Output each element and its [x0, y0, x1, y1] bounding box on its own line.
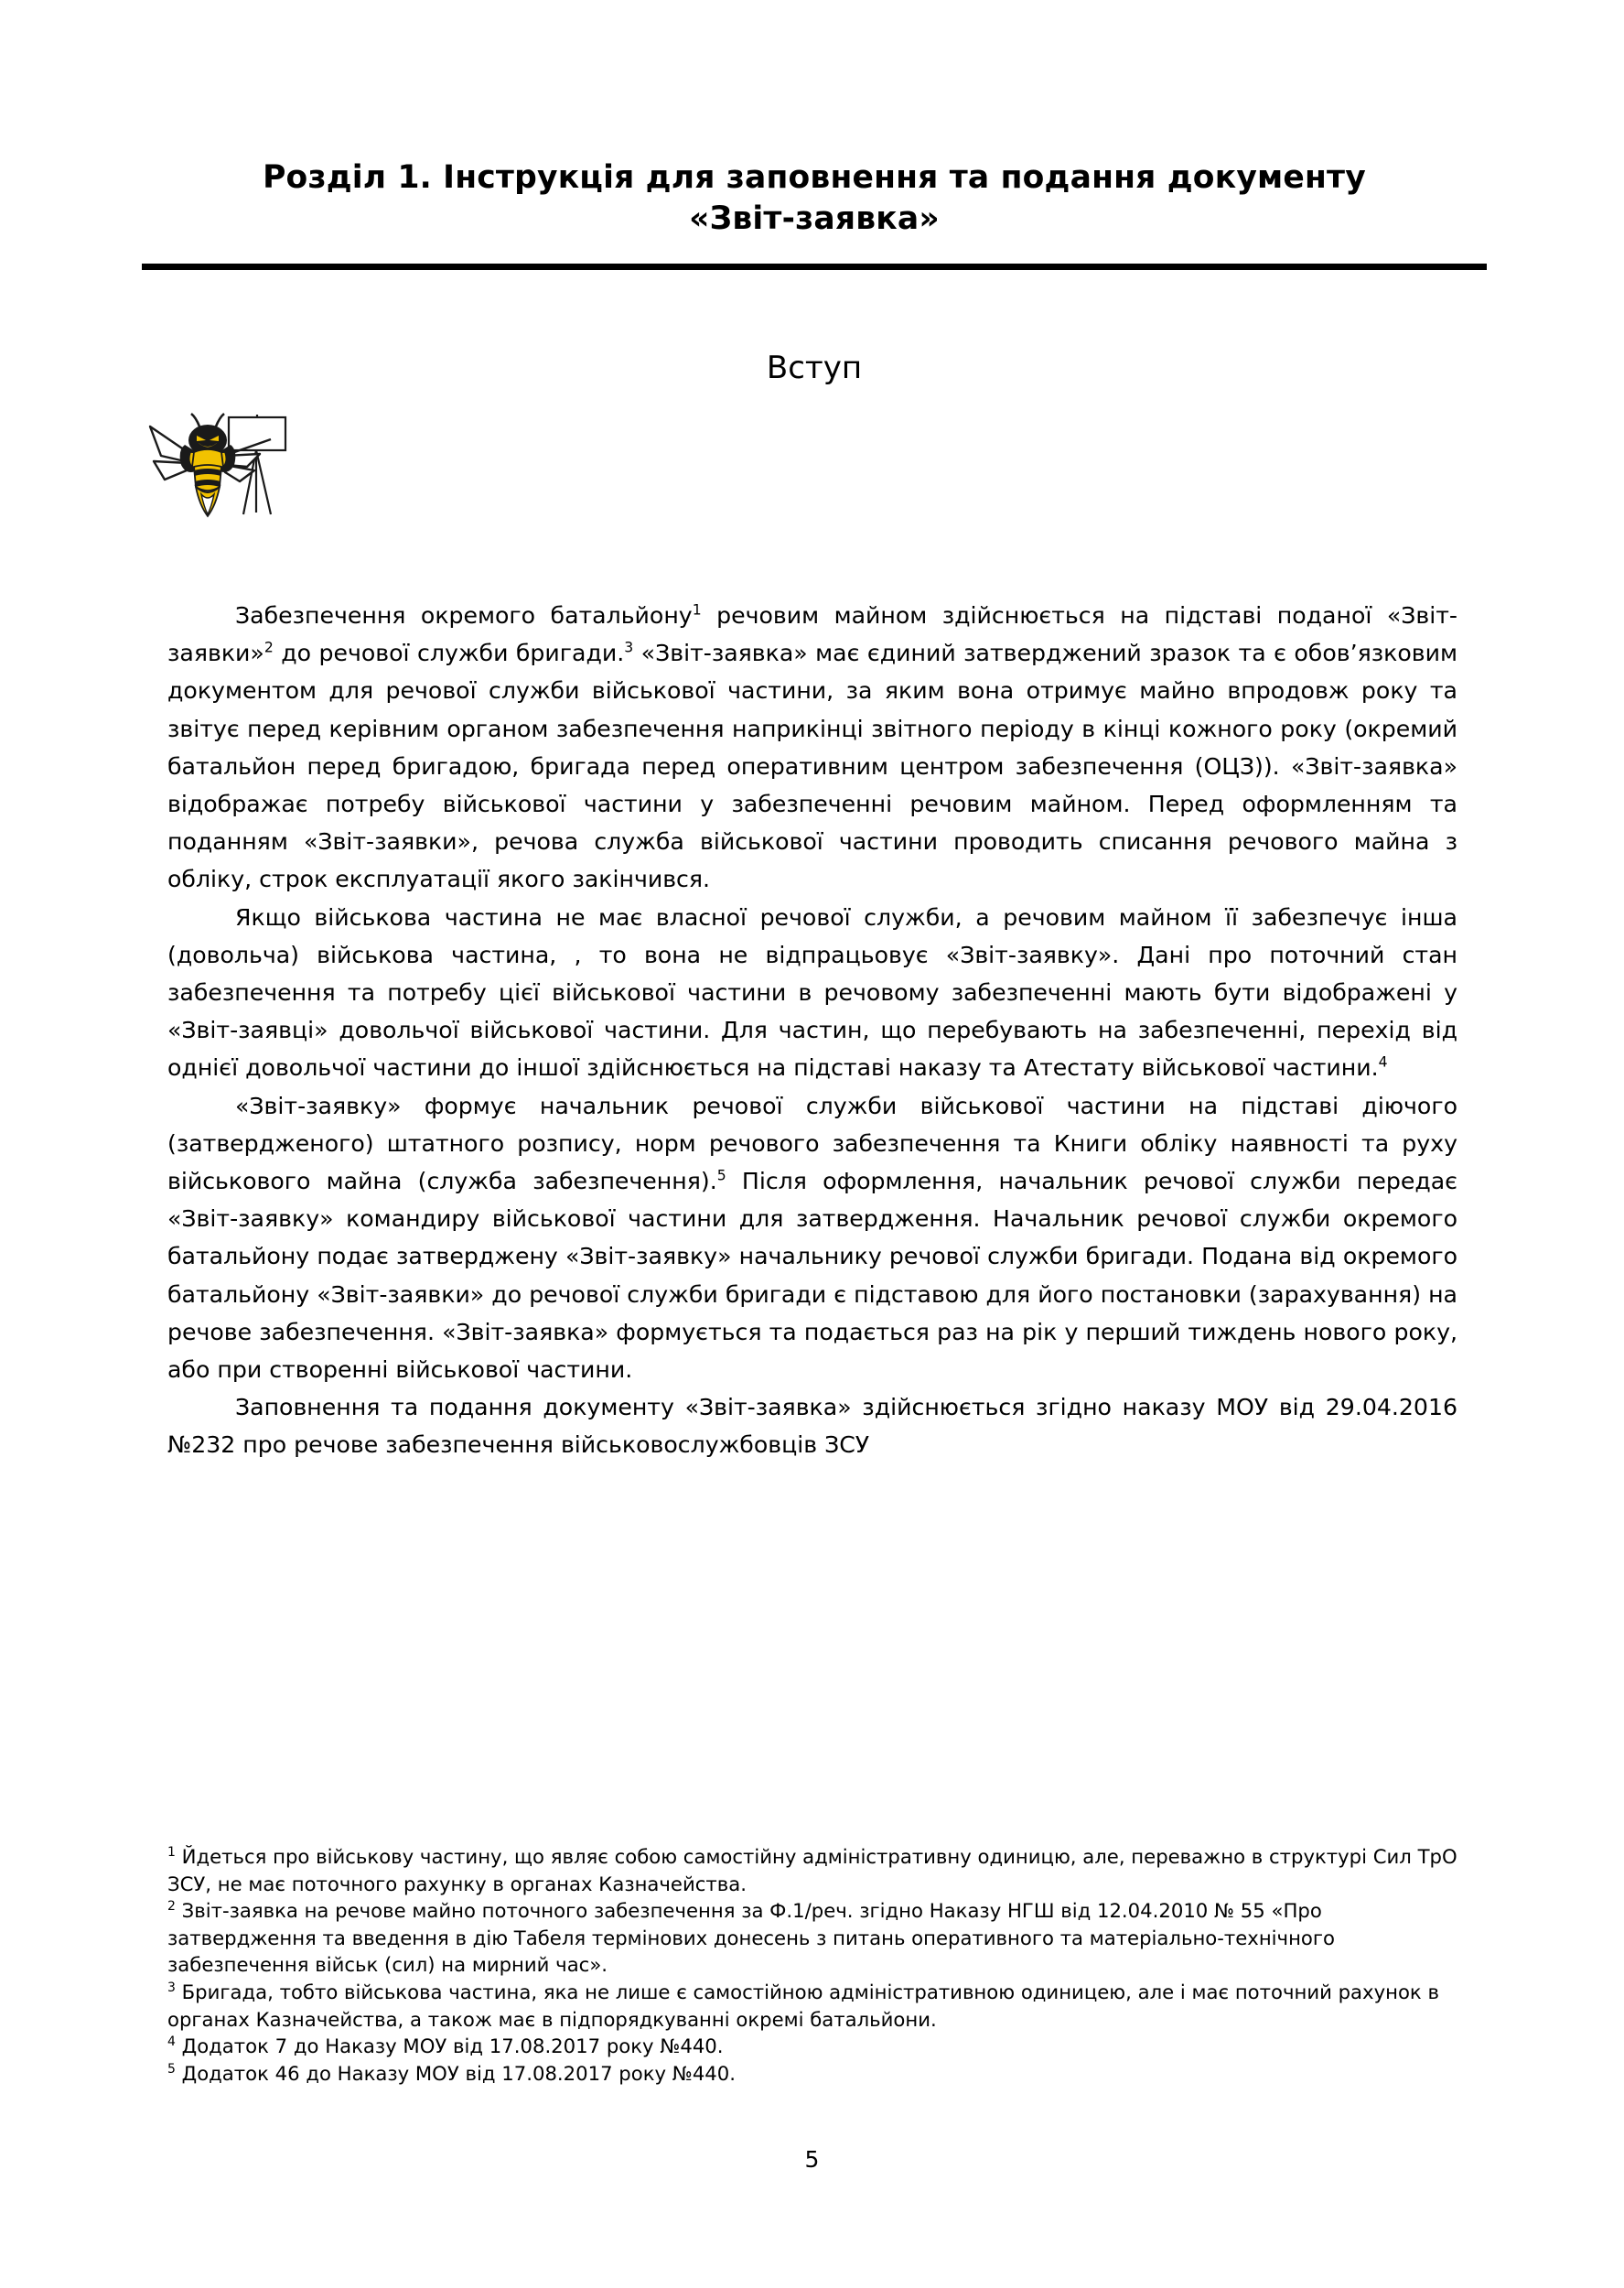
chapter-title-line-2: «Звіт-заявка»	[689, 200, 940, 237]
footnotes-block	[167, 1843, 1457, 2087]
footnote-ref-5: 5	[716, 1167, 726, 1184]
paragraph-3: «Звіт-заявку» формує начальник речової служби військової частини на підставі діючого (затвердженого) штатного розпису, норм речового забезпечення та Книги обліку наявності та руху військового майна (служба забезпечення).$^5$ Після оформлення, начальник речової служби передає «Звіт-заявку» командиру військової частини для затвердження. Начальник речової служби окремого батальйону подає затверджену «Звіт-заявку» начальнику речової служби бригади. Подана від окремого батальйону «Звіт-заявки» до речової служби бригади є підставою для його постановки (зарахування) на речове забезпечення. «Звіт-заявка» формується та подається раз на рік у перший тиждень нового року, або при створенні військової частини.	[167, 1092, 1457, 1384]
footnote-ref-4: 4	[167, 2034, 176, 2050]
footnote-1: $^1$ Йдеться про військову частину, що являє собою самостійну адміністративну одиницю, але, переважно в структурі Сил ТрО ЗСУ, не має поточного рахунку в органах Казначейства.	[167, 1844, 1457, 1895]
footnote-ref-4: 4	[1378, 1054, 1388, 1072]
page-number: 5	[804, 2146, 820, 2173]
footnote-2: $^2$ Звіт-заявка на речове майно поточного забезпечення за Ф.1/реч. згідно Наказу НГШ від 12.04.2010 № 55 «Про затвердження та введення в дію Табеля термінових донесень з питань оперативного та матеріально-технічного забезпечення військ (сил) на мирний час».	[167, 1899, 1335, 1977]
title-horizontal-rule	[142, 264, 1487, 270]
paragraph-4: Заповнення та подання документу «Звіт-заявка» здійснюється згідно наказу МОУ від 29.04.2016 №232 про речове забезпечення військовослужбовців ЗСУ	[167, 1394, 1457, 1459]
footnote-ref-2: 2	[263, 639, 274, 656]
section-heading-intro: Вступ	[766, 350, 863, 386]
paragraph-2: Якщо військова частина не має власної речової служби, а речовим майном її забезпечує інша (довольча) військова частина, , то вона не відпрацьовує «Звіт-заявку». Дані про поточний стан забезпечення та потребу цієї військової частини в речовому забезпеченні мають бути відображені у «Звіт-заявці» довольчої військової частини. Для частин, що перебувають на забезпеченні, перехід від однієї довольчої частини до іншої здійснюється на підставі наказу та Атестату військової частини.$^4$	[167, 903, 1457, 1082]
page-title	[142, 157, 1487, 240]
footnote-ref-1: 1	[167, 1844, 176, 1860]
footnote-3: $^3$ Бригада, тобто військова частина, яка не лише є самостійною адміністративною одиницею, але і має поточний рахунок в органах Казначейства, а також має в підпорядкуванні окремі батальйони.	[167, 1980, 1439, 2031]
footnote-4: $^4$ Додаток 7 до Наказу МОУ від 17.08.2017 року №440.	[167, 2034, 724, 2058]
footnote-ref-3: 3	[624, 639, 634, 656]
bee-mascot-icon	[134, 410, 295, 520]
footnote-ref-3: 3	[167, 1980, 176, 1995]
footnote-5: $^5$ Додаток 46 до Наказу МОУ від 17.08.2017 року №440.	[167, 2061, 737, 2085]
body-text	[167, 597, 1457, 1464]
chapter-title-line-1: Розділ 1. Інструкція для заповнення та подання документу	[263, 159, 1366, 196]
footnote-ref-1: 1	[692, 601, 702, 619]
paragraph-1: Забезпечення окремого батальйону$^1$ речовим майном здійснюється на підставі поданої «Звіт-заявки»$^2$ до речової служби бригади.$^3$ «Звіт-заявка» має єдиний затверджений зразок та є обов’язковим документом для речової служби військової частини, за яким вона отримує майно впродовж року та звітує перед керівним органом забезпечення наприкінці звітного періоду в кінці кожного року (окремий батальйон перед бригадою, бригада перед оперативним центром забезпечення (ОЦЗ)). «Звіт-заявка» відображає потребу військової частини у забезпеченні речовим майном. Перед оформленням та поданням «Звіт-заявки», речова служба військової частини проводить списання речового майна з обліку, строк експлуатації якого закінчився.	[167, 601, 1458, 893]
chapter-title-block	[142, 157, 1487, 240]
footnote-ref-5: 5	[167, 2061, 176, 2077]
footnote-ref-2: 2	[167, 1899, 176, 1915]
